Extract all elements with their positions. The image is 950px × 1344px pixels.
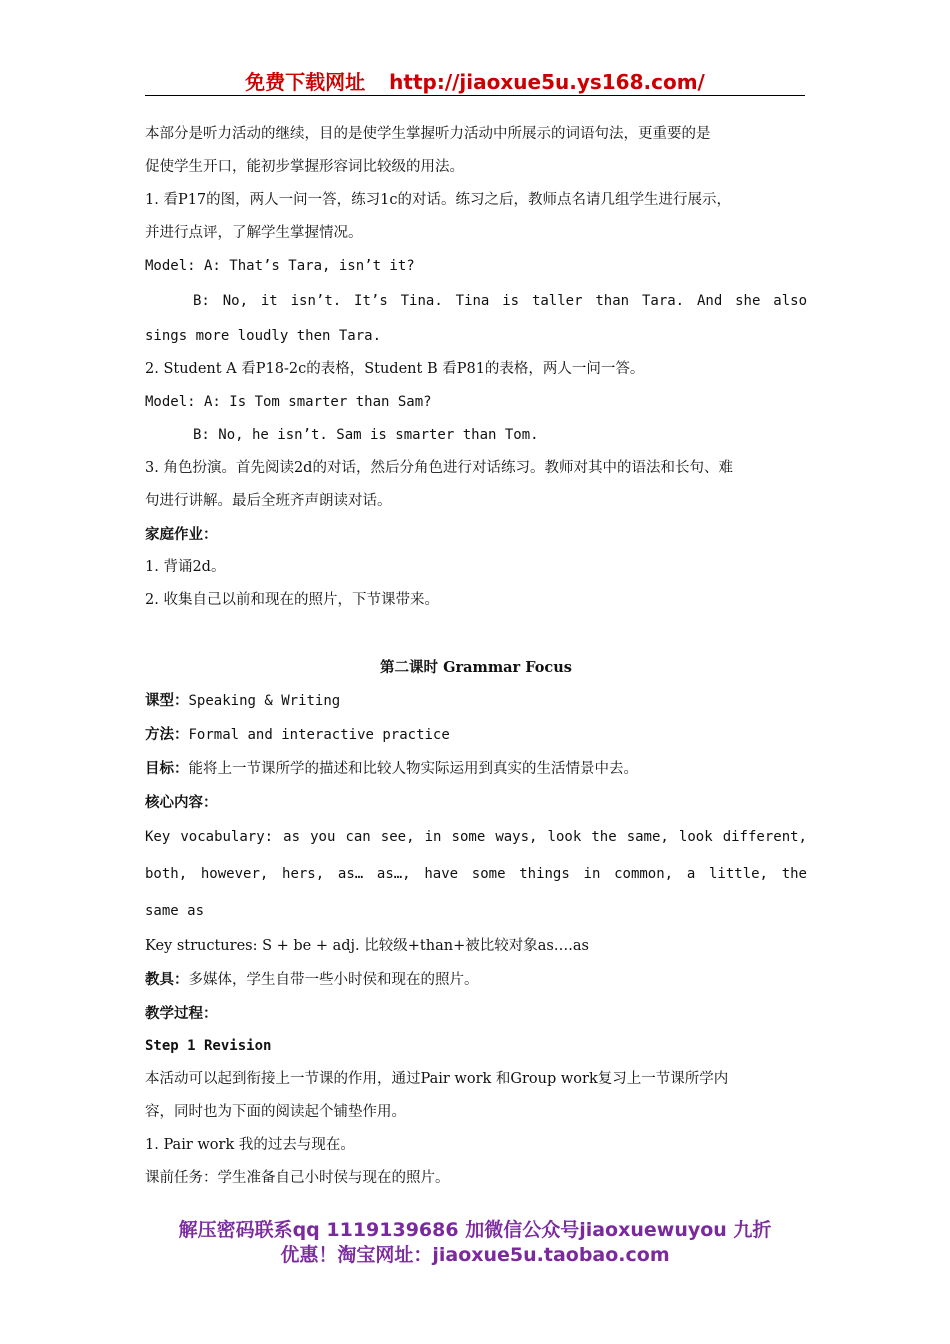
paragraph-line: 3. 角色扮演。首先阅读2d的对话，然后分角色进行对话练习。教师对其中的语法和长句、难 <box>145 460 733 476</box>
homework-item: 2. 收集自己以前和现在的照片，下节课带来。 <box>145 592 439 608</box>
footer-banner <box>145 1218 805 1268</box>
lesson-type-row <box>145 684 807 718</box>
model-dialogue-line: B: No, it isn’t. It’s Tina. Tina is taller than Tara. And she also <box>193 293 807 309</box>
header-banner <box>145 66 805 95</box>
teaching-aids-value: 多媒体，学生自带一些小时侯和现在的照片。 <box>188 972 479 988</box>
method-value: Formal and interactive practice <box>188 727 450 743</box>
footer-line: 解压密码联系qq 1119139686 加微信公众号jiaoxuewuyou 九折 <box>178 1219 772 1241</box>
paragraph-line: 本部分是听力活动的继续，目的是使学生掌握听力活动中所展示的词语句法，更重要的是 <box>145 126 711 142</box>
footer-line: 优惠！淘宝网址：jiaoxue5u.taobao.com <box>280 1244 670 1266</box>
lesson-type-value: Speaking & Writing <box>188 693 341 709</box>
method-row <box>145 718 807 752</box>
model-dialogue-line: Model: A: Is Tom smarter than Sam? <box>145 394 432 410</box>
header-rule <box>145 95 805 96</box>
section-heading-core-content: 核心内容： <box>145 794 218 811</box>
section-gap <box>145 617 807 651</box>
key-structures-line: Key structures: S + be + adj. 比较级+than+被比较对象as….as <box>145 938 589 954</box>
paragraph-line: 并进行点评，了解学生掌握情况。 <box>145 225 363 241</box>
header-url-link[interactable]: http://jiaoxue5u.ys168.com/ <box>389 70 705 94</box>
paragraph-line: 1. 看P17的图，两人一问一答，练习1c的对话。练习之后，教师点名请几组学生进行展示， <box>145 192 731 208</box>
section-heading-process: 教学过程： <box>145 1005 218 1022</box>
method-label: 方法： <box>145 726 189 743</box>
paragraph-line: 课前任务：学生准备自己小时侯与现在的照片。 <box>145 1170 450 1186</box>
key-vocabulary-line: both, however, hers, as… as…, have some things in common, a little, the <box>145 866 807 882</box>
paragraph-line: 促使学生开口，能初步掌握形容词比较级的用法。 <box>145 159 464 175</box>
model-dialogue-line: Model: A: That’s Tara, isn’t it? <box>145 258 415 274</box>
goal-label: 目标： <box>145 760 189 777</box>
document-body <box>145 118 807 1195</box>
paragraph-line: 1. Pair work 我的过去与现在。 <box>145 1137 355 1153</box>
teaching-aids-label: 教具： <box>145 971 189 988</box>
lesson-type-label: 课型： <box>145 692 189 709</box>
paragraph-line: 句进行讲解。最后全班齐声朗读对话。 <box>145 493 392 509</box>
lesson-title: 第二课时 Grammar Focus <box>380 659 572 676</box>
key-vocabulary-line: Key vocabulary: as you can see, in some ways, look the same, look different, <box>145 829 807 845</box>
teaching-aids-row <box>145 963 807 997</box>
model-dialogue-line: sings more loudly then Tara. <box>145 328 382 344</box>
paragraph-line: 容，同时也为下面的阅读起个铺垫作用。 <box>145 1104 406 1120</box>
paragraph-line: 2. Student A 看P18-2c的表格，Student B 看P81的表格，两人一问一答。 <box>145 361 645 377</box>
header-label: 免费下载网址 <box>245 70 366 94</box>
homework-item: 1. 背诵2d。 <box>145 559 226 575</box>
step-heading: Step 1 Revision <box>145 1038 272 1054</box>
key-vocabulary-line: same as <box>145 903 205 919</box>
goal-row <box>145 752 807 786</box>
paragraph-line: 本活动可以起到衔接上一节课的作用，通过Pair work 和Group work复习上一节课所学内 <box>145 1071 729 1087</box>
section-heading-homework: 家庭作业： <box>145 526 218 543</box>
goal-value: 能将上一节课所学的描述和比较人物实际运用到真实的生活情景中去。 <box>188 761 638 777</box>
model-dialogue-line: B: No, he isn’t. Sam is smarter than Tom. <box>193 427 539 443</box>
